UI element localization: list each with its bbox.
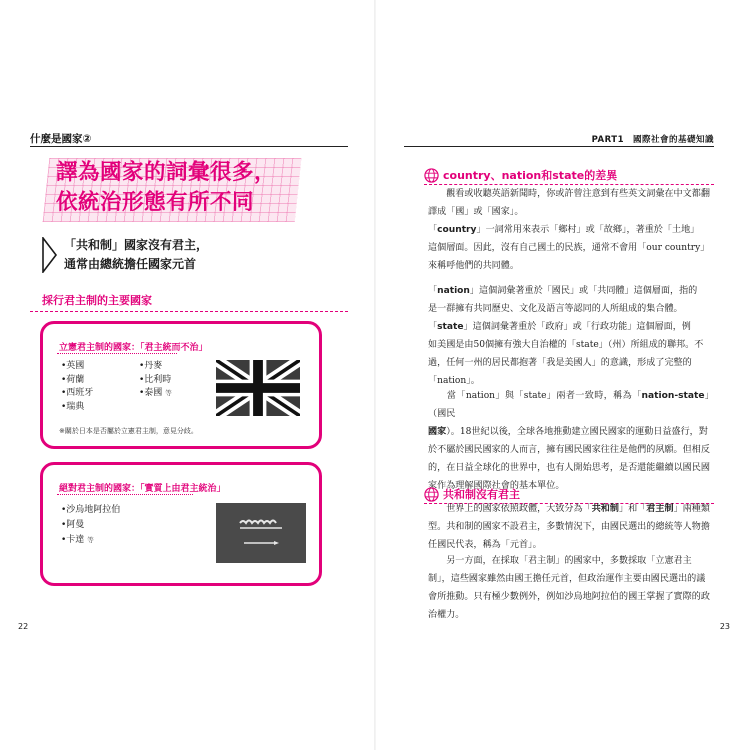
text-line [428,221,714,239]
text-span: 」一詞常用來表示「鄉村」或「故鄉」，著重於「土地」 [476,225,700,235]
text-line [428,318,714,336]
text-span: 」這個詞彙著重於「國民」或「共同體」這個層面，指的 [469,286,698,296]
paragraph-monarchy [428,552,714,624]
country-thailand: •泰國 [139,388,163,398]
united-kingdom-flag-icon [216,360,300,416]
text-span: 「 [428,225,438,235]
globe-icon [424,168,439,183]
section-title-monarchies: 採行君主制的主要國家 [42,294,152,307]
page-number-left: 22 [18,622,29,631]
text-span: 「 [428,322,438,332]
constitutional-box-title: 立憲君主制的國家：「君主統而不治」 [59,343,208,353]
text-line: 是一群擁有共同歷史、文化及語言等認同的人所組成的集合體。 [428,304,683,314]
saudi-arabia-flag-icon [216,503,306,563]
text-line: 另一方面，在採取「君主制」的國家中，多數採取「立憲君主 [428,556,692,566]
section-heading-country-nation-state [424,167,617,183]
etc-mark: 等 [87,536,94,544]
etc-mark: 等 [165,389,172,397]
text-span: 當「nation」與「state」兩者一致時，稱為「 [428,391,642,401]
text-line: 型。共和制的國家不設君主，多數情況下，由國民選出的總統等人物擔 [428,522,710,532]
card-title-rule [57,353,177,354]
subtitle-line-1: 「共和制」國家沒有君主， [64,238,209,252]
term-nation: nation [437,286,470,296]
triangle-marker-icon [42,237,58,273]
list-item: •阿曼 [61,520,85,530]
text-line: 家作為理解國際社會的基本單位。 [428,481,565,491]
term-republic: 共和制 [591,504,619,514]
country-list-col2 [139,360,172,401]
page-number-right: 23 [719,622,730,631]
headline [56,158,346,218]
term-country: country [437,225,477,235]
list-item [61,533,120,548]
text-line: 這個層面。因此，沒有自己國土的民族，通常不會用「our country」 [428,243,710,253]
term-monarchy: 君主制 [646,504,674,514]
text-line: 來稱呼他們的共同體。 [428,261,519,271]
list-item: •瑞典 [61,401,85,412]
list-item: •英國 [61,361,85,371]
list-item [139,387,172,401]
paragraph-1 [428,185,714,221]
running-title-right: PART1 國際社會的基礎知識 [591,135,714,145]
term-kokka: 國家 [428,427,447,437]
list-item: •丹麥 [139,361,163,371]
japan-note: ※關於日本是否屬於立憲君主制，意見分歧。 [59,427,198,435]
list-item: •比利時 [139,374,172,385]
text-span: 」（國民 [428,391,714,419]
paragraph-nation-state [428,282,714,390]
country-qatar: •卡達 [61,535,85,545]
text-line: 過，任何一州的居民都抱著「我是美國人」的意識，形成了完整的 [428,358,692,368]
absolute-box-title: 絕對君主制的國家：「實質上由君主統治」 [59,484,226,494]
text-span: ）。18世紀以後，全球各地推動建立國民國家的運動日益盛行，對 [446,427,708,437]
term-state: state [437,322,464,332]
text-line [428,282,714,300]
subtitle [64,236,208,274]
text-span: 」兩種類 [673,504,710,514]
country-list-col1 [61,360,93,414]
text-line: 於不屬於國民國家的人而言，擁有國民國家往往是他們的夙願。但相反 [428,445,710,455]
text-span: 「 [428,286,438,296]
subtitle-line-2: 通常由總統擔任國家元首 [64,257,197,271]
text-line: 譯成「國」或「國家」。 [428,207,524,217]
book-gutter [374,0,376,750]
text-span: 」這個詞彙著重於「政府」或「行政功能」這個層面，例 [463,322,691,332]
headline-line-1: 譯為國家的詞彙很多， [56,160,277,185]
text-line: 會所推動。只有極少數例外，例如沙烏地阿拉伯的國王掌握了實際的政 [428,592,710,602]
section-rule [30,311,348,312]
header-rule-left [30,146,348,147]
text-line: 「nation」。 [428,376,480,386]
card-title-rule [57,494,193,495]
paragraph-country [428,221,714,275]
section-heading-text: country、nation和state的差異 [443,169,618,182]
text-line [428,387,714,423]
section-heading-text: 共和制沒有君主 [443,488,520,501]
text-line: 治權力。 [428,610,465,620]
text-line: 制」，這些國家雖然由國王擔任元首，但政治運作主要由國民選出的議 [428,574,706,584]
paragraph-republic [428,500,714,554]
running-title-left: 什麼是國家② [30,133,92,145]
text-line: 如美國是由50個擁有強大自治權的「state」（州）所組成的聯邦。不 [428,340,704,350]
header-rule-right [404,146,714,147]
headline-line-2: 依統治形態有所不同 [56,190,255,215]
absolute-monarchy-box [40,462,322,586]
list-item: •西班牙 [61,388,94,398]
list-item: •荷蘭 [61,374,85,385]
text-span: 」和「 [619,504,647,514]
constitutional-monarchy-box [40,321,322,449]
text-line [428,500,714,518]
text-line [428,423,714,441]
term-nation-state: nation-state [641,391,705,401]
country-list-absolute [61,503,120,548]
list-item: •沙烏地阿拉伯 [61,505,121,515]
text-span: 世界上的國家依照政體，大致分為「 [428,504,592,514]
text-line: 任國民代表，稱為「元首」。 [428,540,542,550]
text-line: 的，在日益全球化的世界中，也有人開始思考，是否還能繼續以國民國 [428,463,710,473]
text-line: 觀看或收聽英語新聞時，你或許曾注意到有些英文詞彙在中文都翻 [428,189,710,199]
paragraph-nation-state-definition [428,387,714,495]
